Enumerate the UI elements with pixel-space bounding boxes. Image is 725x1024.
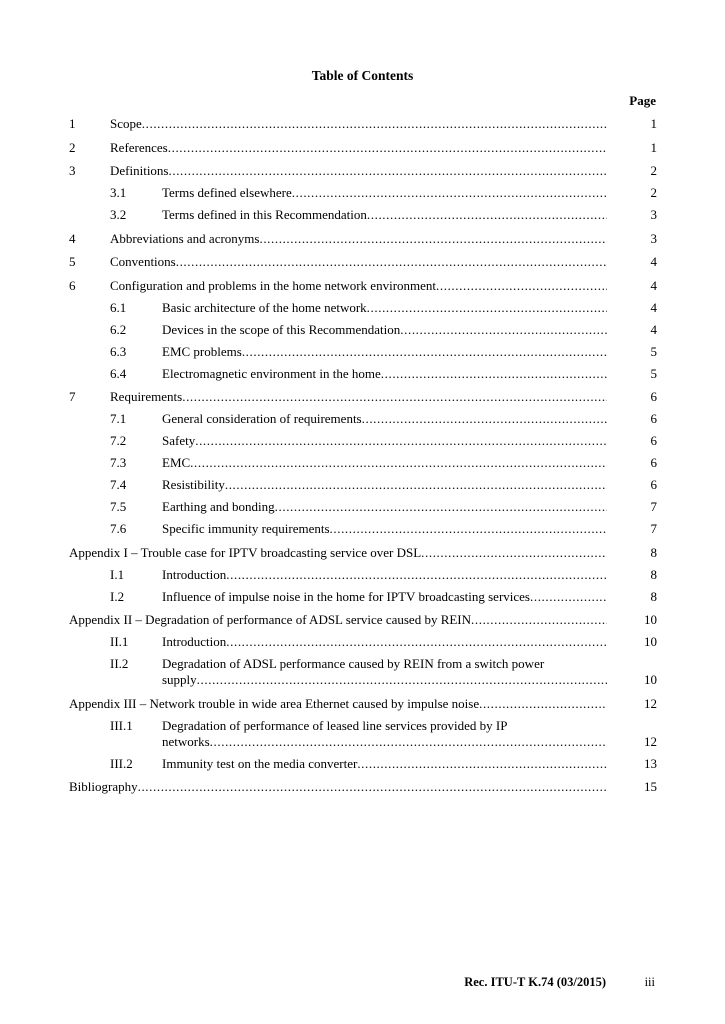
toc-entry-title: Configuration and problems in the home network environment — [110, 277, 437, 293]
toc-entry-page: 12 — [644, 733, 657, 749]
toc-entry-definitions[interactable] — [69, 163, 657, 179]
toc-entry-page: 13 — [644, 755, 657, 771]
toc-entry-title: Requirements — [110, 389, 183, 404]
dot-leader — [479, 696, 607, 712]
toc-entry-devices-in-scope[interactable] — [69, 322, 657, 338]
toc-entry-number: I.2 — [110, 588, 125, 604]
toc-entry-number: 7.1 — [110, 411, 127, 426]
toc-entry-earthing-and-bonding[interactable] — [69, 499, 657, 515]
dot-leader — [367, 207, 607, 223]
toc-entry-number: 7 — [69, 389, 76, 404]
dot-leader — [357, 756, 607, 772]
page-column-heading: Page — [629, 93, 656, 108]
toc-entry-number: 7.3 — [110, 455, 127, 470]
toc-entry-number: II.1 — [110, 634, 129, 649]
toc-entry-page: 10 — [644, 612, 657, 627]
toc-entry-page: 7 — [650, 521, 657, 536]
toc-entry-title: Conventions — [110, 254, 176, 269]
toc-entry-number: 6.4 — [110, 365, 127, 381]
dot-leader — [367, 300, 607, 316]
toc-entry-number: 6.3 — [110, 343, 127, 359]
toc-entry-terms-defined-elsewhere[interactable] — [69, 185, 657, 201]
toc-entry-page: 6 — [650, 411, 657, 426]
toc-entry-page: 6 — [650, 477, 657, 492]
toc-entry-title: Basic architecture of the home network — [162, 299, 367, 315]
toc-entry-page: 10 — [644, 672, 657, 687]
dot-leader — [400, 322, 607, 338]
toc-entry-page: 4 — [650, 299, 657, 315]
toc-entry-number: 6 — [69, 277, 76, 293]
toc-entry-title-line-2: supply — [162, 672, 197, 687]
toc-entry-number: 7.2 — [110, 433, 127, 448]
toc-entry-page: 15 — [644, 779, 657, 794]
toc-entry-page: 8 — [650, 588, 657, 604]
toc-entry-degradation-of-leased-line[interactable] — [69, 718, 657, 750]
toc-entry-title: Appendix III – Network trouble in wide area Ethernet caused by impulse noise — [69, 695, 480, 711]
toc-entry-safety[interactable] — [69, 433, 657, 449]
dot-leader — [436, 278, 607, 294]
toc-entry-page: 5 — [650, 343, 657, 359]
toc-entry-title-line-2: networks — [162, 733, 210, 749]
toc-entry-number: 7.5 — [110, 499, 127, 514]
toc-entry-number: 7.4 — [110, 477, 127, 492]
table-of-contents — [69, 116, 657, 795]
dot-leader — [292, 185, 607, 201]
toc-entry-page: 1 — [650, 139, 657, 155]
toc-entry-bibliography[interactable] — [69, 779, 657, 795]
toc-entry-appendix-i-introduction[interactable] — [69, 567, 657, 583]
dot-leader — [182, 389, 607, 405]
toc-entry-title: Resistibility — [162, 477, 225, 492]
toc-entry-page: 2 — [650, 185, 657, 200]
dot-leader — [169, 163, 608, 179]
toc-entry-general-consideration[interactable] — [69, 411, 657, 427]
toc-entry-number: 6.2 — [110, 321, 127, 337]
toc-entry-number: 5 — [69, 254, 76, 269]
dot-leader — [210, 734, 607, 750]
toc-entry-scope[interactable] — [69, 116, 657, 132]
toc-entry-number: 2 — [69, 139, 76, 155]
dot-leader — [176, 254, 607, 270]
toc-entry-title-line-1: Degradation of ADSL performance caused by REIN from a switch power — [162, 656, 545, 671]
toc-entry-page: 4 — [650, 254, 657, 269]
toc-entry-title: Terms defined elsewhere — [162, 185, 292, 200]
toc-entry-title: Terms defined in this Recommendation — [162, 207, 367, 222]
toc-entry-conventions[interactable] — [69, 254, 657, 270]
toc-entry-basic-architecture[interactable] — [69, 300, 657, 316]
toc-entry-immunity-test-media-converter[interactable] — [69, 756, 657, 772]
toc-entry-emc-problems[interactable] — [69, 344, 657, 360]
dot-leader — [226, 567, 607, 583]
toc-entry-page: 3 — [650, 230, 657, 246]
toc-entry-abbreviations[interactable] — [69, 231, 657, 247]
toc-entry-number: II.2 — [110, 656, 129, 671]
toc-entry-title: Introduction — [162, 634, 227, 649]
toc-entry-requirements[interactable] — [69, 389, 657, 405]
toc-entry-title: Bibliography — [69, 779, 138, 794]
dot-leader — [225, 477, 607, 493]
toc-entry-title: Specific immunity requirements — [162, 521, 330, 536]
toc-entry-electromagnetic-environment[interactable] — [69, 366, 657, 382]
toc-entry-number: I.1 — [110, 566, 125, 582]
dot-leader — [530, 589, 607, 605]
toc-entry-page: 12 — [644, 695, 657, 711]
toc-entry-title: Electromagnetic environment in the home — [162, 365, 381, 381]
dot-leader — [259, 231, 607, 247]
toc-entry-title: Appendix II – Degradation of performance of ADSL service caused by REIN — [69, 612, 472, 627]
toc-entry-emc[interactable] — [69, 455, 657, 471]
toc-entry-title: Influence of impulse noise in the home for IPTV broadcasting services — [162, 588, 530, 604]
dot-leader — [381, 366, 607, 382]
toc-entry-title: EMC — [162, 455, 191, 470]
toc-entry-appendix-iii[interactable] — [69, 696, 657, 712]
toc-entry-number: III.1 — [110, 717, 133, 733]
toc-entry-specific-immunity[interactable] — [69, 521, 657, 537]
footer-document-reference: Rec. ITU-T K.74 (03/2015) — [464, 975, 606, 989]
dot-leader — [226, 634, 607, 650]
toc-entry-title: Immunity test on the media converter — [162, 755, 358, 771]
toc-entry-page: 3 — [650, 207, 657, 222]
toc-entry-number: 3.1 — [110, 185, 127, 200]
toc-entry-title: Definitions — [110, 163, 169, 178]
toc-entry-page: 6 — [650, 389, 657, 404]
toc-entry-configuration-and-problems[interactable] — [69, 278, 657, 294]
toc-entry-title: Appendix I – Trouble case for IPTV broadcasting service over DSL — [69, 544, 422, 560]
toc-entry-page: 6 — [650, 433, 657, 448]
toc-entry-number: 1 — [69, 116, 76, 131]
toc-entry-page: 8 — [650, 544, 657, 560]
dot-leader — [471, 612, 607, 628]
toc-entry-page: 5 — [650, 365, 657, 381]
toc-entry-number: 3.2 — [110, 207, 127, 222]
toc-entry-appendix-ii[interactable] — [69, 612, 657, 628]
toc-entry-title: Earthing and bonding — [162, 499, 275, 514]
dot-leader — [421, 545, 607, 561]
toc-entry-number: 7.6 — [110, 521, 127, 536]
toc-entry-page: 4 — [650, 277, 657, 293]
dot-leader — [190, 455, 607, 471]
toc-entry-title: Abbreviations and acronyms — [110, 230, 260, 246]
toc-entry-page: 10 — [644, 634, 657, 649]
toc-entry-number: 6.1 — [110, 299, 127, 315]
toc-entry-title: Introduction — [162, 566, 227, 582]
toc-entry-number: 4 — [69, 230, 76, 246]
toc-entry-resistibility[interactable] — [69, 477, 657, 493]
dot-leader — [195, 433, 607, 449]
toc-entry-title: Devices in the scope of this Recommendation — [162, 321, 401, 337]
footer-page-number: iii — [644, 975, 655, 989]
dot-leader — [168, 140, 607, 156]
toc-entry-title: EMC problems — [162, 343, 242, 359]
dot-leader — [142, 116, 607, 132]
dot-leader — [330, 521, 607, 537]
page-title: Table of Contents — [311, 68, 414, 83]
toc-entry-appendix-ii-introduction[interactable] — [69, 634, 657, 650]
toc-entry-page: 2 — [650, 163, 657, 178]
toc-entry-page: 4 — [650, 321, 657, 337]
toc-entry-title: General consideration of requirements — [162, 411, 362, 426]
toc-entry-title: Scope — [110, 116, 142, 131]
toc-entry-number: 3 — [69, 163, 76, 178]
toc-entry-number: III.2 — [110, 755, 133, 771]
toc-entry-page: 8 — [650, 566, 657, 582]
toc-entry-references[interactable] — [69, 140, 657, 156]
dot-leader — [197, 672, 607, 688]
dot-leader — [242, 344, 607, 360]
toc-entry-title: Safety — [162, 433, 196, 448]
toc-entry-page: 6 — [650, 455, 657, 470]
toc-entry-degradation-of-adsl-performance[interactable] — [69, 656, 657, 688]
toc-entry-appendix-i[interactable] — [69, 545, 657, 561]
toc-entry-terms-defined-here[interactable] — [69, 207, 657, 223]
dot-leader — [275, 499, 607, 515]
toc-entry-influence-of-impulse-noise[interactable] — [69, 589, 657, 605]
toc-entry-title-line-1: Degradation of performance of leased line services provided by IP — [162, 717, 508, 733]
toc-entry-page: 7 — [650, 499, 657, 514]
toc-entry-title: References — [110, 139, 168, 155]
toc-entry-page: 1 — [650, 116, 657, 131]
dot-leader — [362, 411, 607, 427]
dot-leader — [138, 779, 607, 795]
